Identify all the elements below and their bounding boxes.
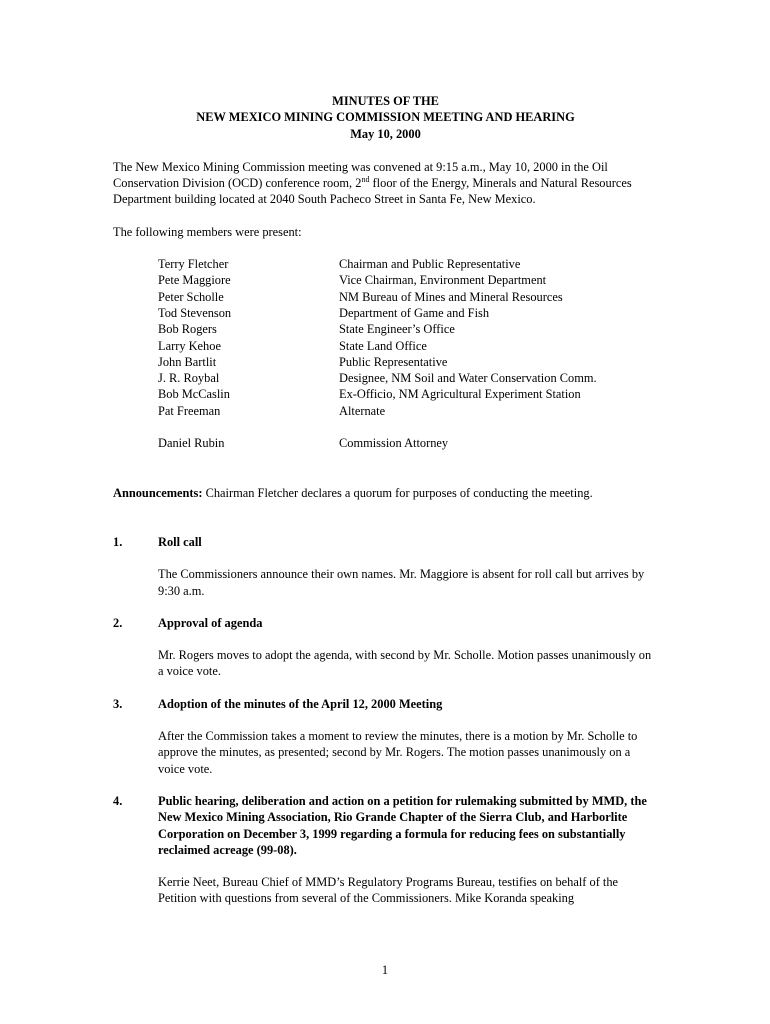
attorney-role: Commission Attorney: [339, 436, 449, 451]
agenda-item-body: Mr. Rogers moves to adopt the agenda, with second by Mr. Scholle. Motion passes unanimously on a voice vote.: [158, 648, 652, 679]
intro-superscript: nd: [361, 175, 370, 185]
agenda-item-body: Kerrie Neet, Bureau Chief of MMD’s Regulatory Programs Bureau, testifies on behalf of the Petition with questions from several of the Commissioners. Mike Koranda speaking: [158, 875, 619, 906]
agenda-item-heading-row: [113, 793, 658, 858]
agenda-item-heading: Adoption of the minutes of the April 12, 2000 Meeting: [158, 696, 443, 711]
agenda-item-heading-row: [113, 615, 658, 631]
member-row: [158, 338, 658, 354]
agenda-item-body: After the Commission takes a moment to review the minutes, there is a motion by Mr. Scholle to approve the minutes, as presented; second by Mr. Rogers. The motion passes unanimously on a voice vote.: [158, 729, 638, 776]
member-role: State Engineer’s Office: [339, 322, 455, 337]
agenda-item: [113, 696, 658, 777]
title-date: May 10, 2000: [350, 126, 421, 141]
member-row: [158, 354, 658, 370]
attorney-name: Daniel Rubin: [158, 436, 225, 451]
attorney-row: [158, 435, 658, 451]
document-title: [113, 93, 658, 142]
agenda-item-heading-row: [113, 534, 658, 550]
intro-text-2: floor of the Energy, Minerals and Natural Resources Department building located at 2040 South Pacheco Street in Santa Fe, New Mexico.: [113, 176, 632, 207]
member-row: [158, 386, 658, 402]
member-name: Bob McCaslin: [158, 387, 230, 402]
page-number: 1: [381, 963, 389, 977]
agenda-item-number: 2.: [113, 615, 123, 630]
member-role: NM Bureau of Mines and Mineral Resources: [339, 289, 563, 304]
agenda-item-number: 1.: [113, 534, 123, 549]
member-name: John Bartlit: [158, 354, 217, 369]
agenda-item: [113, 534, 658, 599]
member-role: Ex-Officio, NM Agricultural Experiment Station: [339, 387, 581, 402]
members-list: [158, 256, 658, 452]
announcements-text: Chairman Fletcher declares a quorum for purposes of conducting the meeting.: [202, 485, 593, 500]
member-name: J. R. Roybal: [158, 371, 220, 386]
member-role: State Land Office: [339, 338, 427, 353]
agenda-item-number: 3.: [113, 696, 123, 711]
title-line-1: MINUTES OF THE: [332, 94, 439, 108]
member-name: Bob Rogers: [158, 322, 217, 337]
member-name: Terry Fletcher: [158, 257, 229, 272]
member-name: Pete Maggiore: [158, 273, 231, 288]
title-line-2: NEW MEXICO MINING COMMISSION MEETING AND HEARING: [196, 110, 575, 125]
member-row: [158, 289, 658, 305]
member-row: [158, 370, 658, 386]
document-page: [113, 93, 658, 907]
agenda-item: [113, 615, 658, 680]
agenda-item-body: The Commissioners announce their own names. Mr. Maggiore is absent for roll call but arrives by 9:30 a.m.: [158, 567, 645, 598]
member-row: [158, 321, 658, 337]
spacer: [158, 419, 658, 435]
agenda-item-heading: Public hearing, deliberation and action on a petition for rulemaking submitted by MMD, the New Mexico Mining Association, Rio Grande Chapter of the Sierra Club, and Harborlite Corporation on December 3, 1999 regarding a formula for reducing fees on substantially reclaimed acreage (99-08).: [158, 793, 647, 857]
present-label: The following members were present:: [113, 224, 302, 239]
intro-text-1: The New Mexico Mining Commission meeting was convened at 9:15 a.m., May 10, 2000 in the Oil Conservation Division (OCD) conference room, 2: [113, 159, 608, 191]
agenda-item-number: 4.: [113, 793, 123, 808]
announcements-label: Announcements:: [113, 485, 203, 500]
member-role: Designee, NM Soil and Water Conservation Comm.: [339, 371, 597, 386]
member-role: Department of Game and Fish: [339, 305, 490, 320]
member-row: [158, 403, 658, 419]
agenda-item: [113, 793, 658, 907]
member-name: Larry Kehoe: [158, 338, 221, 353]
member-role: Public Representative: [339, 354, 448, 369]
member-row: [158, 305, 658, 321]
agenda-item-heading: Approval of agenda: [158, 615, 263, 630]
member-name: Peter Scholle: [158, 289, 224, 304]
member-role: Chairman and Public Representative: [339, 257, 521, 272]
member-row: [158, 256, 658, 272]
member-name: Pat Freeman: [158, 403, 221, 418]
member-role: Alternate: [339, 403, 386, 418]
member-row: [158, 272, 658, 288]
member-role: Vice Chairman, Environment Department: [339, 273, 547, 288]
intro-paragraph: [113, 159, 658, 208]
member-name: Tod Stevenson: [158, 305, 232, 320]
agenda-item-heading: Roll call: [158, 534, 202, 549]
announcements-paragraph: [113, 485, 658, 501]
agenda-item-heading-row: [113, 696, 658, 712]
